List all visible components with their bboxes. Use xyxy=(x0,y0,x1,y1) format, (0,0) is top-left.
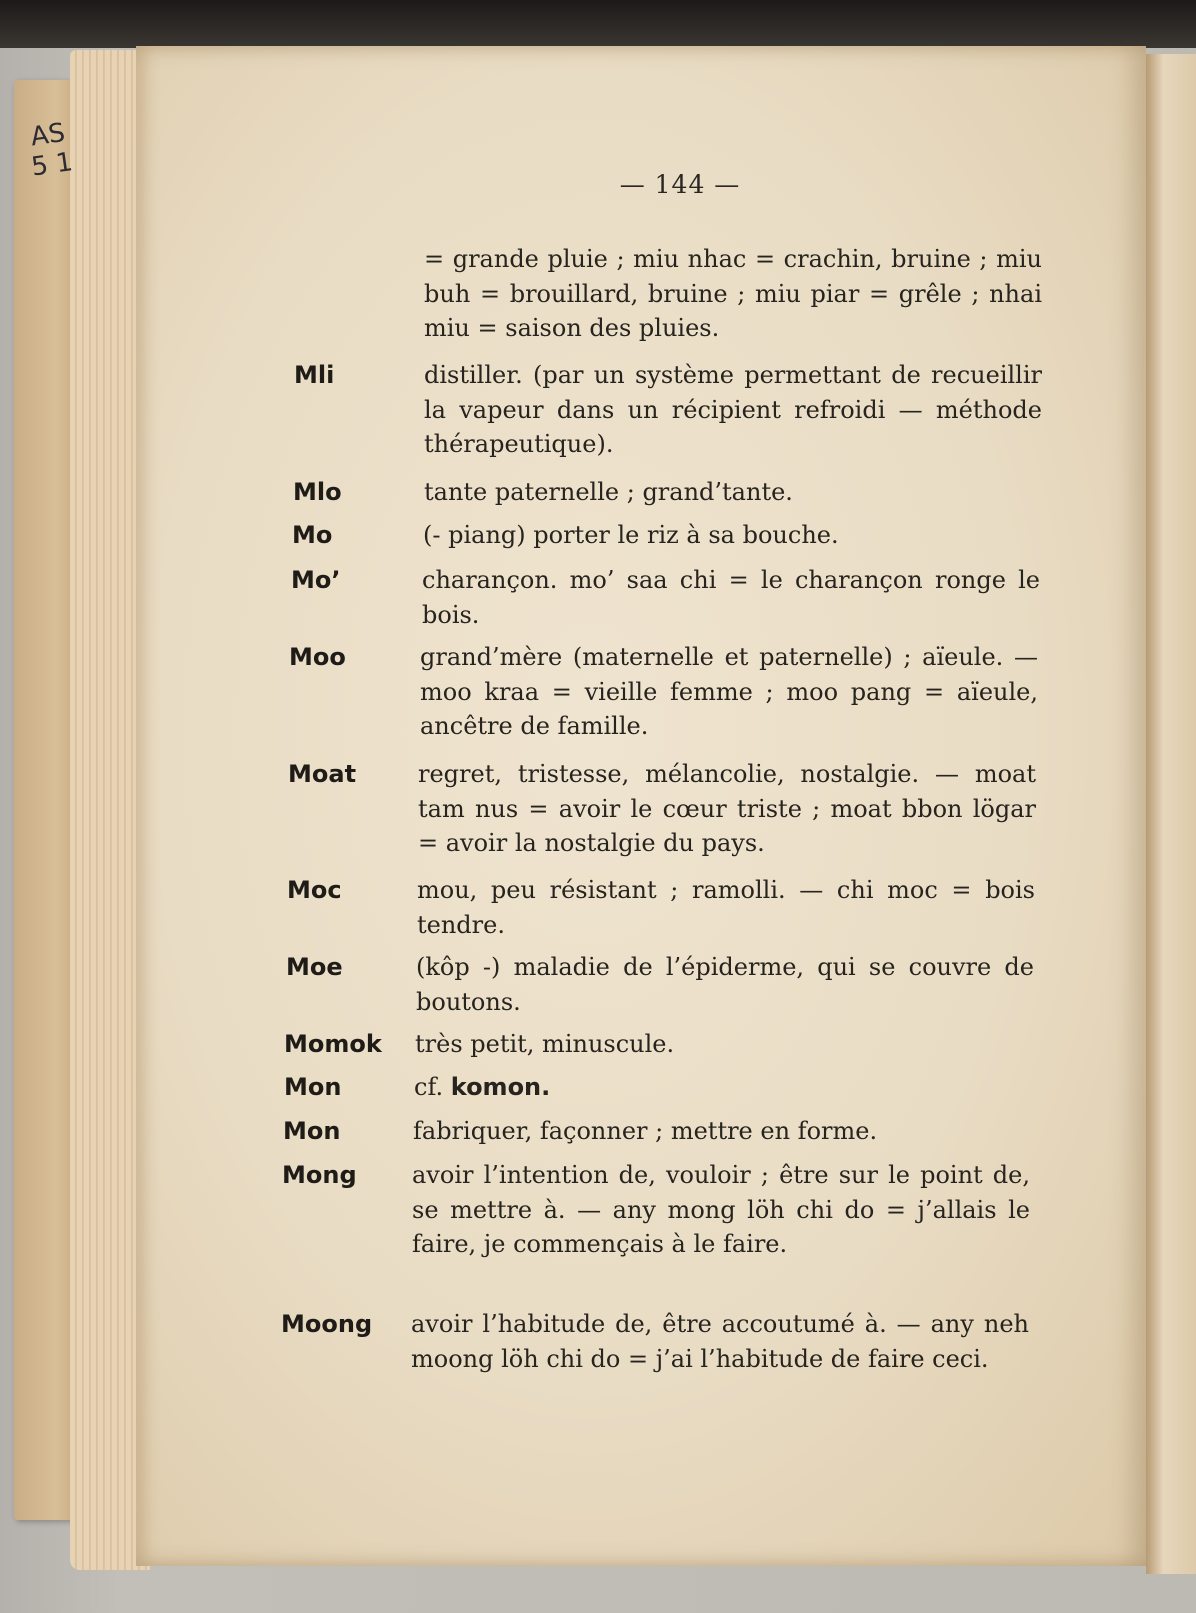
entry-definition: mou, peu résistant ; ramolli. — chi moc = bois tendre. xyxy=(417,876,1035,939)
entry-headword: Moe xyxy=(286,953,343,981)
entry-headword: Mon xyxy=(283,1117,341,1145)
entry-headword: Mon xyxy=(284,1073,342,1101)
handwritten-margin-note: AS 5 1 xyxy=(28,117,75,183)
page-number: — 144 — xyxy=(619,170,741,199)
entry-definition: (kôp -) maladie de l’épiderme, qui se couvre de boutons. xyxy=(416,953,1034,1016)
entry-headword: Mo’ xyxy=(291,566,341,594)
entry-headword: Moong xyxy=(281,1310,373,1338)
entry-definition: grand’mère (maternelle et paternelle) ; aïeule. — moo kraa = vieille femme ; moo pang = aïeule, ancêtre de famille. xyxy=(420,643,1038,740)
entry-headword: Moat xyxy=(288,760,357,788)
entry-definition: très petit, minuscule. xyxy=(415,1030,675,1058)
entry-headword: Moc xyxy=(287,876,342,904)
cross-reference-prefix: cf. xyxy=(414,1073,444,1101)
facing-page-edge xyxy=(1146,54,1196,1574)
entry-definition: fabriquer, façonner ; mettre en forme. xyxy=(413,1117,878,1145)
continuation-text: = grande pluie ; miu nhac = crachin, bruine ; miu buh = brouillard, bruine ; miu piar = grêle ; nhai miu = saison des pluies. xyxy=(424,245,1042,342)
entry-headword: Mlo xyxy=(293,478,342,506)
entry-definition: avoir l’intention de, vouloir ; être sur le point de, se mettre à. — any mong löh chi do = j’allais le faire, je commençais à le faire. xyxy=(412,1161,1030,1258)
entry-definition: distiller. (par un système permettant de recueillir la vapeur dans un récipient refroidi — méthode thérapeutique). xyxy=(424,361,1042,458)
entry-definition: (- piang) porter le riz à sa bouche. xyxy=(423,521,839,549)
entry-headword: Moo xyxy=(289,643,346,671)
scan-background-top xyxy=(0,0,1196,48)
entry-headword: Mong xyxy=(282,1161,357,1189)
entry-headword: Mo xyxy=(292,521,333,549)
entry-definition: charançon. mo’ saa chi = le charançon ronge le bois. xyxy=(422,566,1040,629)
entry-definition xyxy=(414,1070,1032,1105)
cross-reference-term: komon. xyxy=(450,1073,551,1101)
entry-definition: regret, tristesse, mélancolie, nostalgie. — moat tam nus = avoir le cœur triste ; moat bbon lögar = avoir la nostalgie du pays. xyxy=(418,760,1036,857)
entry-headword: Mli xyxy=(294,361,335,389)
entry-headword: Momok xyxy=(284,1030,382,1058)
entry-definition: avoir l’habitude de, être accoutumé à. — any neh moong löh chi do = j’ai l’habitude de faire ceci. xyxy=(411,1310,1029,1373)
entry-definition: tante paternelle ; grand’tante. xyxy=(424,478,793,506)
